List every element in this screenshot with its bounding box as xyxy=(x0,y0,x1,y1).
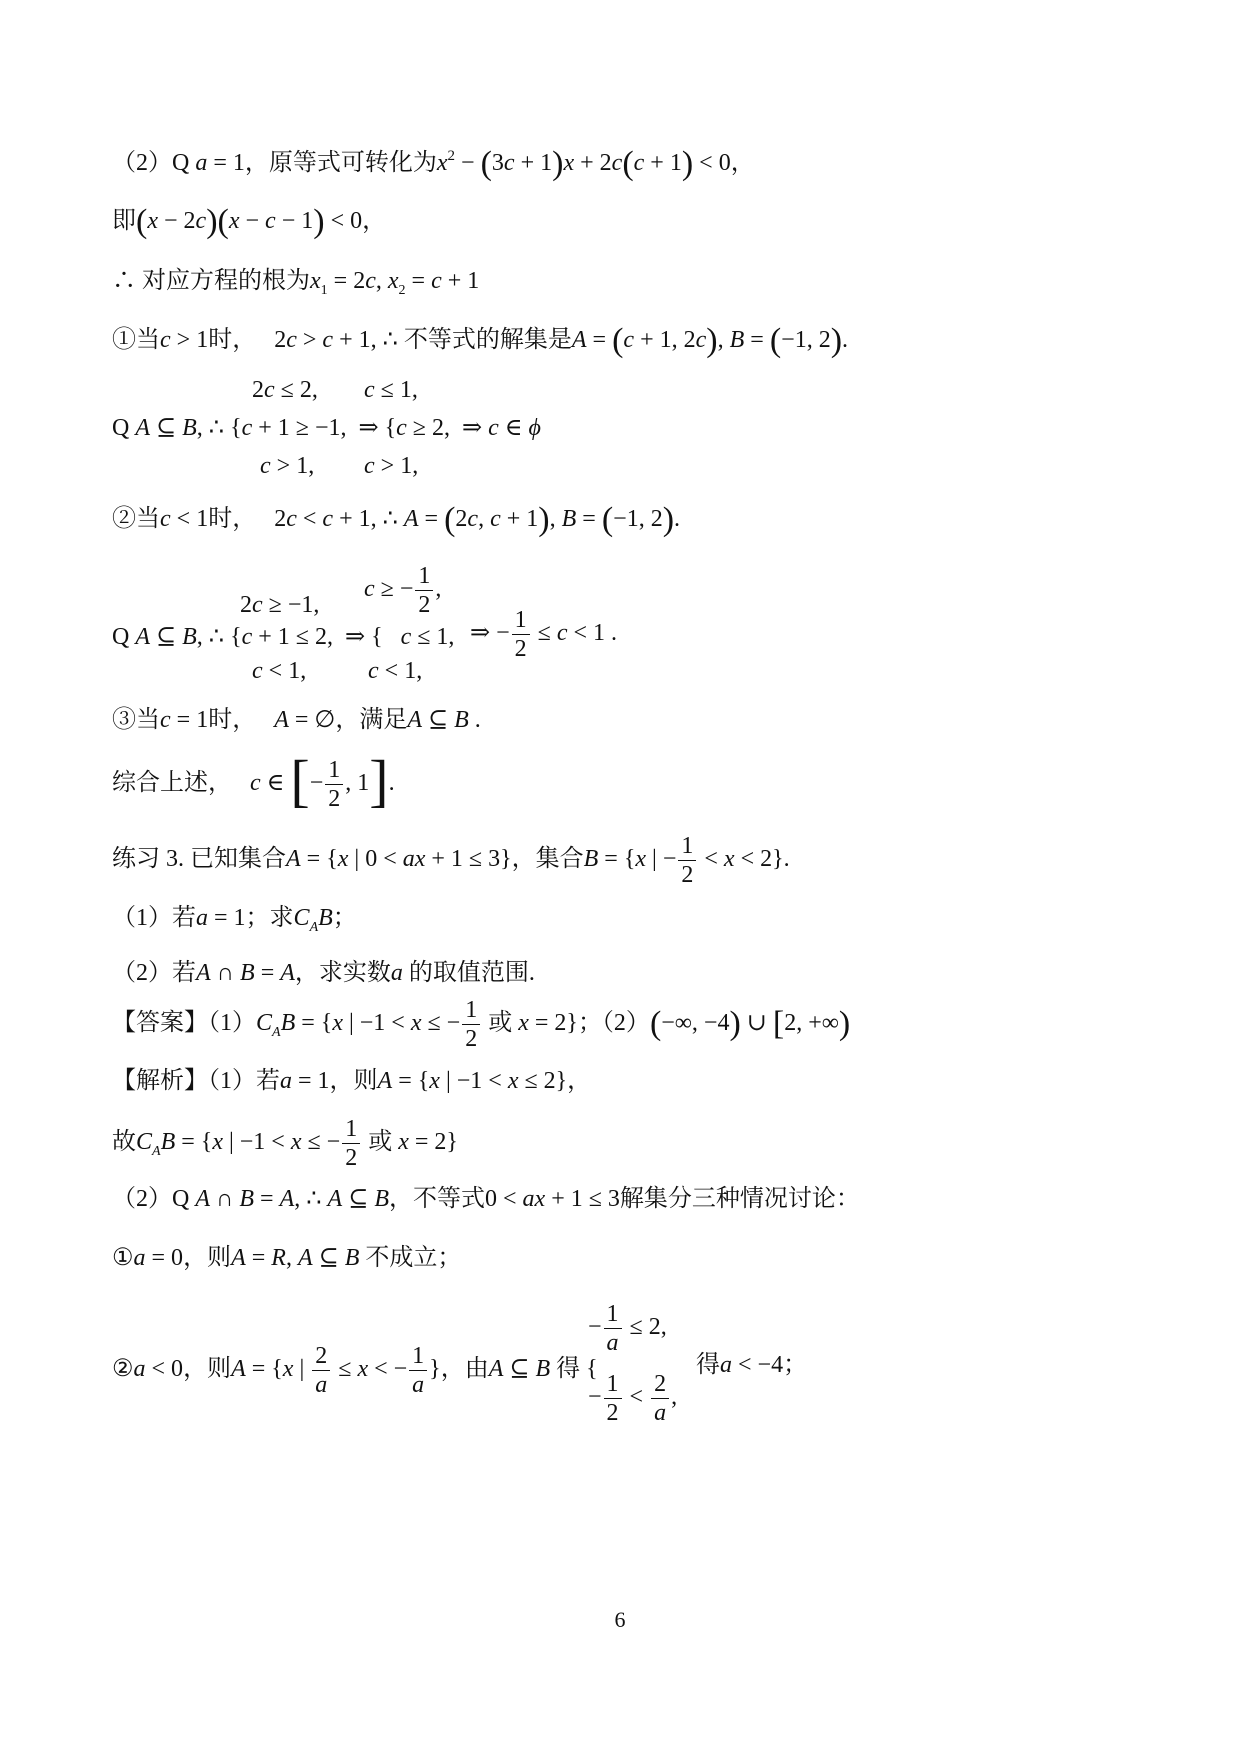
page-number: 6 xyxy=(614,1607,626,1632)
case-3-line: ③当c = 1时， A = ∅，满足A ⊆ B . xyxy=(112,707,481,733)
exercise-3-part-1: （1）若a = 1；求$C_AB$； xyxy=(112,905,357,935)
summary-line: 综合上述， c ∈ [− $\frac{1}{2}$ , 1]. xyxy=(112,748,395,814)
solution-line-condition: （2）Q a = 1，原等式可转化为$x^2 - (3c + 1)x + 2c(c + 1) < 0$， xyxy=(112,145,755,182)
analysis-line: 【解析】（1）若a = 1，则A = {x | −1 < x ≤ 2}， xyxy=(112,1068,592,1094)
case-a-zero-line: ①a = 0，则A = R, A ⊆ B 不成立； xyxy=(112,1245,462,1271)
exercise-3-part-2: （2）若A ∩ B = A，求实数a 的取值范围. xyxy=(112,960,535,986)
therefore-line: 故$C_AB = \{x$ | −1 < x ≤ − $\frac{1}{2}$ 或 x = 2} xyxy=(112,1116,458,1171)
case-1-line: ①当c > 1时， 2c > c + 1, ∴ 不等式的解集是A = (c + 1, 2c), B = (−1, 2). xyxy=(112,322,849,359)
exercise-3-statement: 练习 3. 已知集合A = {x | 0 < ax + 1 ≤ 3}，集合B = {x | − $\frac{1}{2}$ < x < 2}. xyxy=(112,833,790,888)
solution-line-factored: 即(x − 2c)(x − c − 1) < 0， xyxy=(112,203,387,240)
answer-line: 【答案】$(1)C_AB = \{x$ | −1 < x ≤ − $\frac{1}{2}$ 或 x = 2}；（2）(−∞, −4) ∪ [2, +∞) xyxy=(112,997,851,1052)
case-2-line: ②当c < 1时， 2c < c + 1, ∴ A = (2c, c + 1), B = (−1, 2). xyxy=(112,501,681,538)
case-a-negative-block: ②a < 0，则A = {x | $\frac{2}{a}$ ≤ x < − $\frac{1}{a}$ }，由A ⊆ B 得 { − $\frac{1}{a}$ ≤ 2, − $\frac{1}{2}$ < $\frac{2}{a}$ , 得a < −4； xyxy=(112,1301,808,1426)
part-2-analysis-line: （2）Q A ∩ B = A, ∴ A ⊆ B，不等式0 < ax + 1 ≤ 3解集分三种情况讨论： xyxy=(112,1186,860,1212)
solution-line-roots: ∴ 对应方程的根为$x_1 = 2c$, $x_2 = c + 1$ xyxy=(112,268,480,298)
